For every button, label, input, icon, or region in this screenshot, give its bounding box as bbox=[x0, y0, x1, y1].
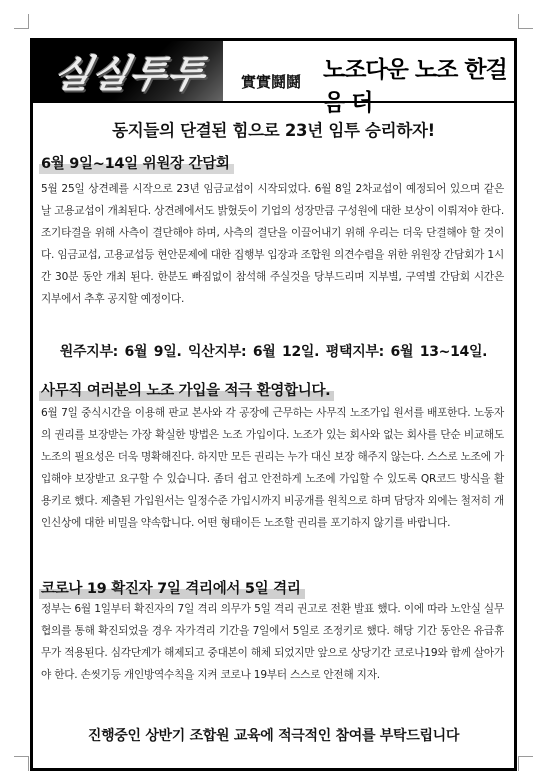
section-body-meeting: 5월 25일 상견례를 시작으로 23년 임금교섭이 시작되었다. 6월 8일 2차교섭이 예정되어 있으며 같은날 고용교섭이 개최된다. 상견례에서도 밝혔듯이 기업의 성장만큼 구성원에 대한 보상이 이뤄져야 한다. 조기타결을 위해 사측이 결단해야 하며, 사측의 결단을 이끌어내기 위해 우리는 더욱 단결해야 할 것이다. 임금교섭, 고용교섭등 현안문제에 대한 집행부 입장과 조합원 의견수렴을 위한 위원장 간담회가 1시간 30분 동안 개최 된다. 한분도 빠짐없이 참석해 주실것을 당부드리며 지부별, 구역별 간담회 시간은 지부에서 추후 공지할 예정이다. bbox=[41, 183, 504, 305]
meeting-schedule: 원주지부: 6월 9일. 익산지부: 6월 12일. 평택지부: 6월 13~14일. bbox=[59, 344, 488, 360]
corner-mark-top-right bbox=[518, 14, 533, 29]
newsletter-frame bbox=[30, 38, 517, 771]
closing-message: 진행중인 상반기 조합원 교육에 적극적인 참여를 부탁드립니다 bbox=[87, 728, 460, 744]
section-body-union-join: 6월 7일 중식시간을 이용해 판교 본사와 각 공장에 근무하는 사무직 노조가입 원서를 배포한다. 노동자의 권리를 보장받는 가장 확실한 방법은 노조 가입이다. 노조가 있는 회사와 없는 회사를 단순 비교해도 노조의 필요성은 더욱 명확해진다. 하지만 모든 권리는 누가 대신 보장 해주지 않는다. 스스로 노조에 가입해야 보장받고 요구할 수 있습니다. 좀더 쉽고 안전하게 노조에 가입할 수 있도록 QR코드 방식을 활용키로 했다. 제출된 가입원서는 일정수준 가입시까지 비공개를 원칙으로 하며 담당자 외에는 철저히 개인신상에 대한 비밀을 약속합니다. 어떤 형태이든 노조할 권리를 포기하지 않기를 바랍니다. bbox=[41, 407, 504, 529]
corner-mark-top-left bbox=[14, 14, 29, 29]
headline: 동지들의 단결된 힘으로 23년 임투 승리하자! bbox=[112, 121, 435, 140]
corner-mark-bottom-left bbox=[14, 756, 29, 771]
masthead-slogan: 노조다운 노조 한걸음 더 bbox=[323, 57, 507, 116]
section-title-meeting: 6월 9일~14일 위원장 간담회 bbox=[39, 152, 234, 174]
masthead-title: 실실투투 bbox=[49, 52, 210, 96]
masthead-divider bbox=[33, 101, 514, 103]
masthead-hanja: 實實鬪鬪 bbox=[241, 73, 302, 91]
corner-mark-bottom-right bbox=[518, 756, 533, 771]
masthead bbox=[33, 41, 514, 116]
section-title-union-join: 사무직 여러분의 노조 가입을 적극 환영합니다. bbox=[39, 379, 334, 401]
section-body-covid: 정부는 6월 1일부터 확진자의 7일 격리 의무가 5일 격리 권고로 전환 발표 했다. 이에 따라 노안실 실무협의를 통해 확진되었을 경우 자가격리 기간을 7일에서 5일로 조정키로 했다. 해당 기간 동안은 유급휴무가 적용된다. 심각단계가 해제되고 중대본이 해체 되었지만 앞으로 상당기간 코로나19와 함께 살아가야 한다. 손씻기등 개인방역수칙을 지켜 코로나 19부터 스스로 안전해 지자. bbox=[41, 603, 504, 681]
section-title-covid: 코로나 19 확진자 7일 격리에서 5일 격리 bbox=[39, 577, 305, 599]
